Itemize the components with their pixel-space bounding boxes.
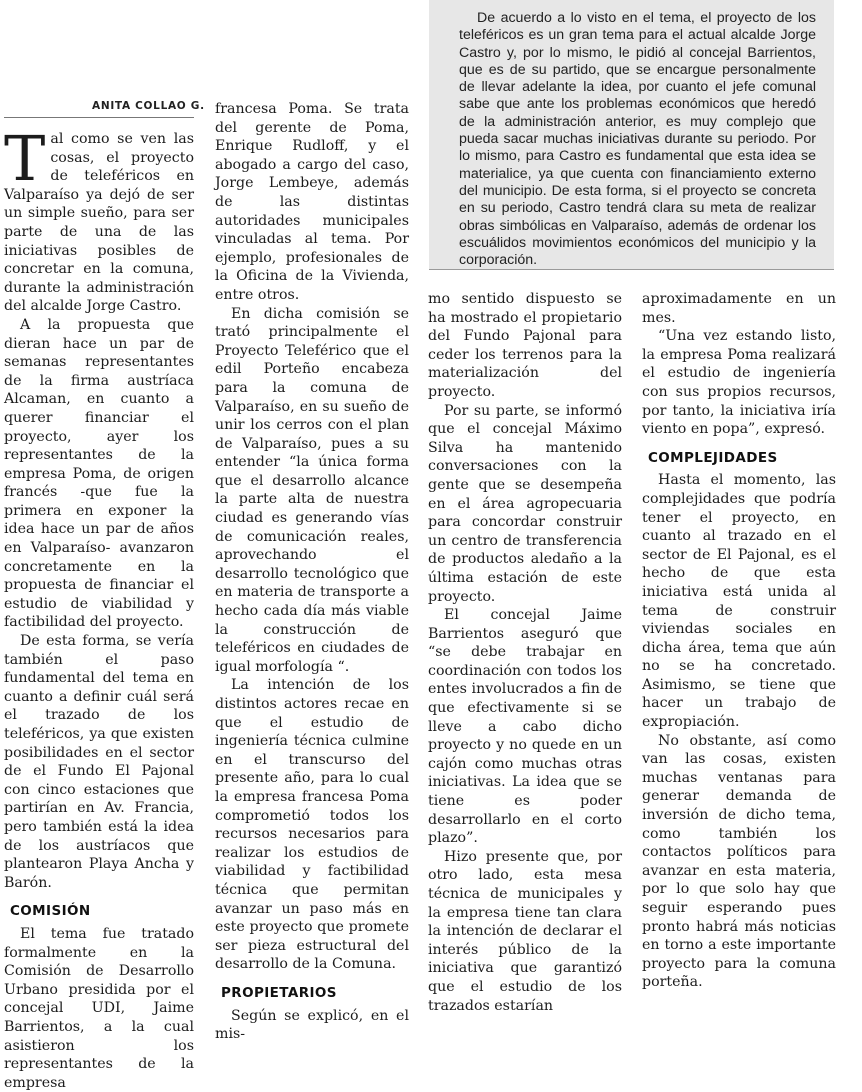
paragraph: Por su parte, se informó que el concejal Máximo Silva ha mantenido conversaciones con la gente que se desempeña en el área agropecuaria para concordar construir un centro de transferencia de productos aledaño a la última estación de este proyecto. (428, 402, 622, 605)
paragraph: francesa Poma. Se trata del gerente de Poma, Enrique Rudloff, y el abogado a cargo del caso, Jorge Lembeye, además de las distintas autoridades municipales vinculadas al tema. Por ejemplo, profesionales de la Oficina de la Vivienda, entre otros. (215, 101, 409, 303)
byline-rule (4, 117, 194, 118)
paragraph: aproximadamente en un mes. (642, 291, 836, 326)
section-heading-complejidades: COMPLEJIDADES (648, 449, 778, 466)
byline: ANITA COLLAO G. (92, 100, 205, 112)
paragraph-lead: Tal como se ven las cosas, el proyecto de teleféricos en Valparaíso ya dejó de ser un simple sueño, para ser parte de una de las iniciativas posibles de concretar en la comuna, durante la administración del alcalde Jorge Castro. (4, 122, 194, 315)
paragraph: Hizo presente que, por otro lado, esta mesa técnica de municipales y la empresa tiene tan clara la intención de declarar el interés público de la iniciativa que garantizó que el estudio de los trazados estarían (428, 848, 622, 1014)
section-heading-comision: COMISIÓN (10, 903, 91, 920)
paragraph: De esta forma, se vería también el paso fundamental del tema en cuanto a definir cuál será el trazado de los teleféricos, ya que existen posibilidades en el sector de el Fundo El Pajonal con cinco estaciones que partirían en Av. Francia, pero también está la idea de los austríacos que plantearon Playa Ancha y Barón. (4, 633, 194, 891)
column-3 (428, 290, 622, 1015)
section-heading-propietarios: PROPIETARIOS (221, 984, 337, 1001)
paragraph: El tema fue tratado formalmente en la Comisión de Desarrollo Urbano presidida por el concejal UDI, Jaime Barrientos, a la cual asistieron los representantes de la empresa (4, 925, 194, 1091)
paragraph: Hasta el momento, las complejidades que podría tener el proyecto, en cuanto al trazado en el sector de El Pajonal, es el hecho de que esta iniciativa está unida al tema de construir viviendas sociales en dicha área, tema que aún no se ha concretado. Asimismo, se tiene que hacer un trabajo de expropiación. (642, 472, 836, 731)
paragraph: El concejal Jaime Barrientos aseguró que “se debe trabajar en coordinación con todos los entes involucrados a fin de que efectivamente si se lleve a cabo dicho proyecto y no quede en un cajón como muchas otras iniciativas. La idea que se tiene es poder desarrollarlo en el corto plazo”. (428, 607, 622, 847)
column-2 (215, 100, 409, 1044)
column-1 (4, 122, 194, 1092)
paragraph: La intención de los distintos actores recae en que el estudio de ingeniería técnica culmine en el transcurso del presente año, para lo cual la empresa francesa Poma comprometió todos los recursos necesarios para realizar los estudios de viabilidad y factibilidad técnica que permitan avanzar un paso más en este proyecto que promete ser pieza estructural del desarrollo de la Comuna. (215, 677, 409, 973)
column-4 (642, 290, 836, 992)
paragraph: En dicha comisión se trató principalmente el Proyecto Teleférico que el edil Porteño encabeza para la comuna de Valparaíso, en su sueño de unir los cerros con el plan de Valparaíso, pues a su entender “la única forma que el desarrollo alcance la parte alta de nuestra ciudad es generando vías de comunicación reales, aprovechando el desarrollo tecnológico que en materia de transporte a hecho cada día más viable la construcción de teleféricos en ciudades de igual morfología “. (215, 305, 409, 675)
paragraph: A la propuesta que dieran hace un par de semanas representantes de la firma austríaca Alcaman, en cuanto a querer financiar el proyecto, ayer los representantes de la empresa Poma, de origen francés -que fue la primera en exponer la idea hace un par de años en Valparaíso- avanzaron concretamente en la propuesta de financiar el estudio de viabilidad y factibilidad del proyecto. (4, 316, 194, 631)
sidebar-box (429, 0, 834, 270)
paragraph: Según se explicó, en el mis- (215, 1007, 409, 1043)
paragraph: mo sentido dispuesto se ha mostrado el propietario del Fundo Pajonal para ceder los terrenos para la materialización del proyecto. (428, 291, 622, 400)
paragraph: “Una vez estando listo, la empresa Poma realizará el estudio de ingeniería con sus propios recursos, por tanto, la iniciativa iría viento en popa”, expresó. (642, 328, 836, 438)
sidebar-text: De acuerdo a lo visto en el tema, el proyecto de los teleféricos es un gran tema para el actual alcalde Jorge Castro y, por lo mismo, le pidió al concejal Barrientos, que es de su partido, que se encargue personalmente de llevar adelante la idea, por cuanto el jefe comunal sabe que ante los problemas económicos que heredó de la administración anterior, es muy complejo que pueda sacar muchas iniciativas durante su periodo. Por lo mismo, para Castro es fundamental que esta idea se materialice, ya que cuenta con financiamiento externo del municipio. De esta forma, si el proyecto se concreta en su periodo, Castro tendrá clara su meta de realizar obras simbólicas en Valparaíso, además de ordenar los escuálidos movimientos económicos del municipio y la corporación. (459, 10, 816, 269)
paragraph: No obstante, así como van las cosas, existen muchas ventanas para generar demanda de inversión de dicho tema, como también los contactos políticos para avanzar en esta materia, por lo que solo hay que seguir esperando pues pronto habrá más noticias en torno a este importante proyecto para la comuna porteña. (642, 732, 836, 991)
